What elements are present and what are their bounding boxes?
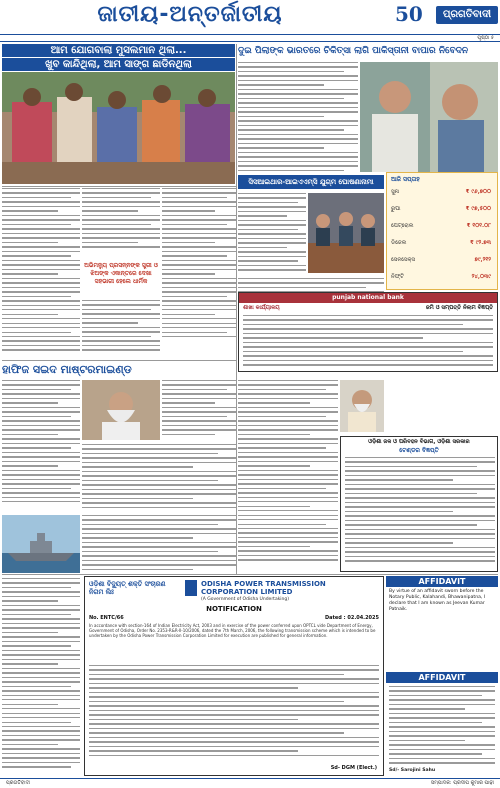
rate-value: ୨୪,୦୩୯ xyxy=(471,274,491,280)
hafiz-photo-graphic xyxy=(82,380,160,440)
rate-name: ପେଟ୍ରୋଲ xyxy=(391,223,414,229)
sindhu-body xyxy=(238,380,338,572)
rate-row xyxy=(391,187,495,198)
footer-right: ସମ୍ପାଦକ: ପ୍ରଦୀପ କୁମାର ପାଢ଼ୀ xyxy=(430,780,494,786)
affidavit-2 xyxy=(386,672,498,776)
hafiz-photo xyxy=(82,380,160,440)
footer xyxy=(0,778,500,788)
top-left-headline-1: ଆମ ଯୋଗବାଲା ମୁସଲମାନ ଥିଲା... xyxy=(2,44,235,57)
affidavit-heading: AFFIDAVIT xyxy=(386,672,498,683)
dateline xyxy=(0,34,500,42)
pnb-notice-body xyxy=(243,315,493,369)
rate-value: ₹ ୧୦୧.୦୮ xyxy=(466,223,491,229)
optcl-sign: Sd- DGM (Elect.) xyxy=(330,765,377,771)
optcl-body-details xyxy=(89,665,379,763)
rate-value: ₹ ୯୨.୭୩ xyxy=(470,240,491,246)
rate-name: ନିଫ୍ଟି xyxy=(391,274,404,280)
optcl-org-en: ODISHA POWER TRANSMISSION CORPORATION LIMITED xyxy=(201,580,326,596)
pnb-notice-label: ଶାଖା କାର୍ଯ୍ୟାଳୟ xyxy=(243,305,280,311)
mid-story-headline: ସିସଆଇଥାର-ଆଇଏଏମ୍‌ସି ଯୁଗ୍ମ ଘୋଷଣାନାମା xyxy=(238,175,384,189)
rate-name: ସେନସେକ୍ସ xyxy=(391,257,416,263)
rate-value: ୭୯,୨୧୨ xyxy=(474,257,491,263)
affidavit-body-lines xyxy=(389,686,495,764)
modi-photo xyxy=(340,380,384,432)
top-right-headline: ଦୁଇ ପିଲାଙ୍କ ଭାରତରେ ଚିକିତ୍ସା ଲାଗି ପାକିସ୍ତାନୀ ବାପାର ନିବେଦନ xyxy=(238,46,469,56)
meeting-photo xyxy=(308,193,384,273)
rate-row xyxy=(391,204,495,215)
optcl-body: In accordance with section-164 of Indian Electricity Act, 2003 and in exercise of the power conferred upon OPTCL vide Department of Energy, Government of Odisha, Order No. 2353-R&R-II-10/2006, dated the 7th March, 2006, the following transmission scheme which is intended to be undertaken by the Odisha Power Transmission Corporation Limited for execution are published for general information. xyxy=(89,623,376,638)
optcl-notification xyxy=(84,576,384,776)
masthead xyxy=(0,0,500,38)
hafiz-column-2 xyxy=(82,444,236,512)
crowd-photo-graphic xyxy=(2,72,235,184)
father-photo xyxy=(360,62,498,172)
column-2-body-bottom xyxy=(82,300,160,358)
column-2-body-top xyxy=(82,188,160,258)
ship-photo xyxy=(2,515,80,573)
column-3-body xyxy=(162,188,236,358)
market-rates-title: ଆଜି ସପ୍ତାହ xyxy=(391,176,420,183)
tender-body xyxy=(345,457,495,569)
rate-row xyxy=(391,272,495,283)
father-photo-graphic xyxy=(360,62,498,172)
section-divider xyxy=(2,360,236,361)
page-number: ପୃଷ୍ଠା ୫ xyxy=(477,35,494,41)
tender-title: ଓଡ଼ିଶା ଜଳ ଓ ପରିବହନ ବିଭାଗ, ଓଡ଼ିଶା ସରକାର xyxy=(368,439,470,445)
optcl-number: No. ENTC/66 xyxy=(89,615,124,621)
rate-value: ₹ ୯୭,୫୦୦ xyxy=(465,206,491,212)
footer-left: ପ୍ରଗତିବାଦୀ xyxy=(6,780,31,786)
section-divider xyxy=(2,186,236,187)
affidavit-text: By virtue of an affidavit sworn before the Notary Public, Kalahandi, Bhawanipatna, I declare that I am known as Jeevan Kumar Patnaik. xyxy=(389,589,486,612)
hafiz-headline: ହାଫିଜ ସଇଦ ମାଷ୍ଟରମାଇଣ୍ଡ xyxy=(2,363,132,376)
meeting-photo-graphic xyxy=(308,193,384,273)
rate-row xyxy=(391,255,495,266)
rate-name: ଡିଜେଲ xyxy=(391,240,407,246)
hafiz-bottom-body xyxy=(82,515,236,573)
optcl-org-odia: ଓଡ଼ିଶା ବିଦ୍ୟୁତ୍ ଶକ୍ତି ସଂଚାରଣ ନିଗମ ଲିଃ xyxy=(89,580,166,596)
optcl-heading: NOTIFICATION xyxy=(206,605,262,613)
optcl-gov: (A Government of Odisha Undertaking) xyxy=(201,597,290,602)
rate-value: ₹ ୯୬,୭୦୦ xyxy=(465,189,491,195)
ship-photo-graphic xyxy=(2,515,80,573)
boxed-pullquote: ଅଭିମନ୍ୟୁ ପ୍ରସନ୍ନଙ୍କ ସ୍ତ୍ରୀ ଓ ଝିଅଙ୍କ ଏକାନ୍ତରେ ଦେଖା ସହଭାଗୀ ହେଲେ ଧାର୍ମିକ xyxy=(84,262,158,285)
column-1-body xyxy=(2,188,80,358)
market-rates-box xyxy=(386,172,498,290)
rate-row xyxy=(391,221,495,232)
pnb-notice xyxy=(238,292,498,372)
mid-story-body xyxy=(238,193,306,273)
newspaper-brand: ପ୍ରଗତିବାଦୀ xyxy=(436,6,498,24)
affidavit-sign: Sd/- Sarojini Sahu xyxy=(389,768,436,773)
top-left-photo xyxy=(2,72,235,184)
optcl-logo-icon xyxy=(185,580,197,596)
rate-name: ସୁନା xyxy=(391,189,400,195)
pnb-notice-subtitle: ଜମି ଓ ସମ୍ପତ୍ତି ନିଲାମ ବିଜ୍ଞପ୍ତି xyxy=(425,305,493,311)
section-title: ଜାତୀୟ-ଅନ୍ତର୍ଜାତୀୟ xyxy=(97,2,283,27)
optcl-date: Dated : 02.04.2025 xyxy=(325,615,379,621)
hafiz-column-3 xyxy=(162,380,236,440)
anniversary-logo: 50 xyxy=(395,2,423,26)
modi-photo-graphic xyxy=(340,380,384,432)
rate-name: ରୁପା xyxy=(391,206,401,212)
hafiz-column-1 xyxy=(2,380,80,512)
top-left-headline-2: ଖୁବ କାନ୍ଦିଥିଲା, ଆମ ସାଙ୍ଗ ଛାଡିନଥିଲା xyxy=(2,58,235,71)
tender-notice-right xyxy=(340,436,498,572)
rate-row xyxy=(391,238,495,249)
section-divider xyxy=(2,574,498,575)
column-divider xyxy=(236,44,237,574)
affidavit-heading: AFFIDAVIT xyxy=(386,576,498,587)
bottom-left-body xyxy=(2,578,80,776)
pnb-notice-title: punjab national bank xyxy=(239,293,497,303)
affidavit-1 xyxy=(386,576,498,668)
tender-subtitle: ଟେଣ୍ଡର ବିଜ୍ଞପ୍ତି xyxy=(399,447,439,454)
top-right-body xyxy=(238,62,358,172)
